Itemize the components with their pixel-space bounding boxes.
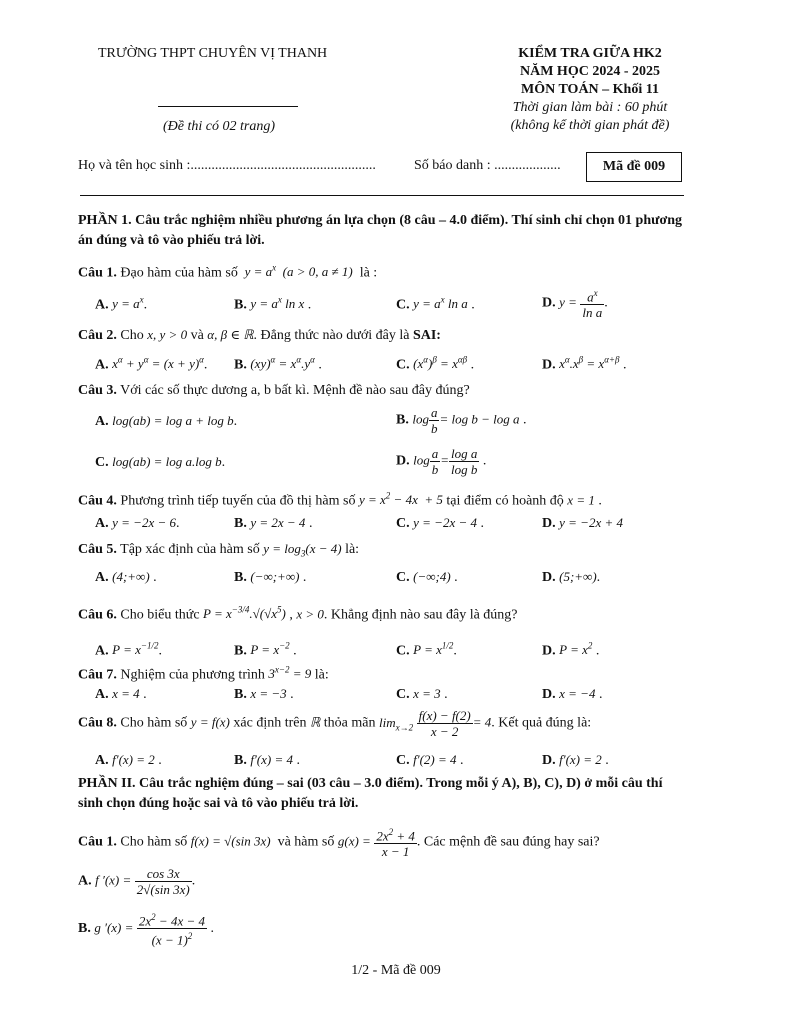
q8-option-a[interactable]: A. f′(x) = 2 .: [95, 752, 162, 768]
q4-option-b[interactable]: B. y = 2x − 4 .: [234, 515, 313, 531]
q1-option-a[interactable]: A. $y = a^x$.: [95, 295, 148, 313]
exam-time: Thời gian làm bài : 60 phút: [512, 100, 668, 115]
q3-option-d[interactable]: D. log $\frac{a}{b}$ = $\frac{\text{log a}}{\text{log b}}$ .: [396, 446, 487, 477]
q5-option-a[interactable]: A. (4;+∞) .: [95, 569, 157, 585]
part2-question-1: Câu 1. Cho hàm số f(x) = √(sin 3x) và hàm số g(x) = $\frac{2x^2 + 4}{x - 1}$ . Các mệnh đề sau đúng hay sai?: [78, 827, 600, 860]
question-8: Câu 8. Cho hàm số y = f(x) xác định trên ℝ thỏa mãn $\lim_{x\to 2}$ $\frac{f(x) - f(2)}{x - 2}$ = 4. Kết quả đúng là:: [78, 708, 592, 739]
q7-option-b[interactable]: B. x = −3 .: [234, 686, 294, 702]
page-count-note: (Đề thi có 02 trang): [163, 119, 275, 134]
question-1: Câu 1. Đạo hàm của hàm số $y = a^x$ (a > 0, a ≠ 1) là :: [78, 263, 378, 281]
q8-option-d[interactable]: D. f′(x) = 2 .: [542, 752, 609, 768]
part2-heading-2: sinh chọn đúng hoặc sai và tô vào phiếu trả lời.: [78, 796, 359, 811]
q7-option-a[interactable]: A. x = 4 .: [95, 686, 147, 702]
q5-option-c[interactable]: C. (−∞;4) .: [396, 569, 458, 585]
page-footer: 1/2 - Mã đề 009: [351, 963, 441, 978]
q8-option-c[interactable]: C. f′(2) = 4 .: [396, 752, 464, 768]
exam-title: KIỂM TRA GIỮA HK2: [518, 46, 662, 61]
q2-option-d[interactable]: D. $x^\alpha.x^\beta = x^{\alpha+\beta}$ .: [542, 355, 627, 373]
q2-option-a[interactable]: A. $x^\alpha + y^\alpha = (x + y)^\alpha$.: [95, 355, 208, 373]
q7-option-c[interactable]: C. x = 3 .: [396, 686, 448, 702]
question-5: Câu 5. Tập xác định của hàm số $y = \log_3(x - 4)$ là:: [78, 541, 360, 559]
q2-option-c[interactable]: C. $(x^\alpha)^\beta = x^{\alpha\beta}$ .: [396, 355, 475, 373]
p2q1-statement-b[interactable]: B. g ′(x) = $\frac{2x^2 - 4x - 4}{(x - 1)^2}$ .: [78, 912, 214, 948]
school-year: NĂM HỌC 2024 - 2025: [520, 64, 660, 79]
q5-option-d[interactable]: D. (5;+∞).: [542, 569, 601, 585]
q4-option-c[interactable]: C. y = −2x − 4 .: [396, 515, 484, 531]
q1-option-b[interactable]: B. $y = a^x$ ln x .: [234, 295, 312, 313]
question-6: Câu 6. Cho biểu thức $P = x^{-3/4}.√(√x^5)$ , x > 0. Khẳng định nào sau đây là đúng?: [78, 605, 518, 623]
q3-option-a[interactable]: A. log(ab) = log a + log b.: [95, 413, 238, 429]
header-divider-left: [158, 106, 298, 107]
q3-option-c[interactable]: C. log(ab) = log a.log b.: [95, 454, 226, 470]
part1-heading: PHẦN 1. Câu trắc nghiệm nhiều phương án lựa chọn (8 câu – 4.0 điểm). Thí sinh chỉ chọn 01 phương: [78, 213, 683, 228]
q6-option-a[interactable]: A. $P = x^{-1/2}$.: [95, 641, 162, 659]
q5-option-b[interactable]: B. (−∞;+∞) .: [234, 569, 307, 585]
q6-option-d[interactable]: D. $P = x^2$ .: [542, 641, 600, 659]
question-2: Câu 2. Cho x, y > 0 và α, β ∈ ℝ. Đẳng thức nào dưới đây là SAI:: [78, 327, 441, 343]
q3-option-b[interactable]: B. log $\frac{a}{b}$ = log b − log a .: [396, 405, 527, 436]
q4-option-a[interactable]: A. y = −2x − 6.: [95, 515, 180, 531]
question-3: Câu 3. Với các số thực dương a, b bất kì. Mệnh đề nào sau đây đúng?: [78, 383, 470, 398]
question-4: Câu 4. Phương trình tiếp tuyến của đồ thị hàm số $y = x^2 - 4x + 5$ tại điểm có hoành độ x = 1 .: [78, 491, 602, 509]
part2-heading: PHẦN II. Câu trắc nghiệm đúng – sai (03 câu – 3.0 điểm). Trong mỗi ý A), B), C), D) ở mỗi câu thí: [78, 776, 663, 791]
school-name: TRƯỜNG THPT CHUYÊN VỊ THANH: [98, 46, 328, 61]
header-rule: [80, 195, 684, 196]
subject: MÔN TOÁN – Khối 11: [521, 82, 659, 97]
q8-option-b[interactable]: B. f′(x) = 4 .: [234, 752, 300, 768]
q4-option-d[interactable]: D. y = −2x + 4: [542, 515, 623, 531]
p2q1-statement-a[interactable]: A. f ′(x) = $\frac{\cos 3x}{2√(\sin 3x)}$ .: [78, 866, 196, 897]
q6-option-b[interactable]: B. $P = x^{-2}$ .: [234, 641, 297, 659]
question-7: Câu 7. Nghiệm của phương trình $3^{x-2} = 9$ là:: [78, 665, 329, 683]
q7-option-d[interactable]: D. x = −4 .: [542, 686, 603, 702]
q1-option-c[interactable]: C. $y = a^x$ ln a .: [396, 295, 475, 313]
exam-code-box: Mã đề 009: [586, 152, 682, 182]
student-name-field: Họ và tên học sinh :.....................................................: [78, 158, 376, 173]
q6-option-c[interactable]: C. $P = x^{1/2}$.: [396, 641, 457, 659]
part1-heading-2: án đúng và tô vào phiếu trả lời.: [78, 233, 265, 248]
student-id-field: Số báo danh : ...................: [414, 158, 561, 173]
exam-time-note: (không kể thời gian phát đề): [510, 118, 670, 133]
q2-option-b[interactable]: B. $(xy)^\alpha = x^\alpha.y^\alpha$ .: [234, 355, 322, 373]
q1-option-d[interactable]: D. y = $\frac{a^x}{\text{ln a}}$ .: [542, 288, 608, 321]
